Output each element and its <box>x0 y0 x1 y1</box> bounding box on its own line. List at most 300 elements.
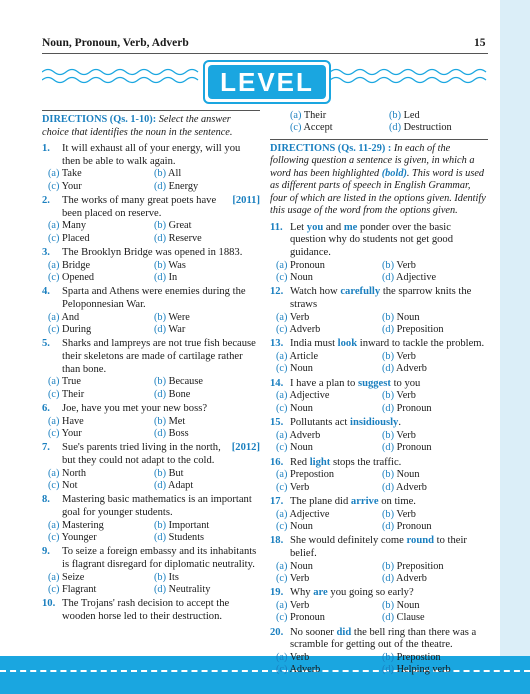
answer-option <box>48 233 154 245</box>
option-letter: (d) <box>382 481 397 493</box>
option-letter: (a) <box>48 168 62 180</box>
question-item <box>270 587 488 600</box>
option-letter: (d) <box>154 324 169 335</box>
option-text: Adverb <box>396 481 427 493</box>
answer-option <box>154 572 260 584</box>
option-text: Prepostion <box>396 652 441 664</box>
answer-option <box>276 390 382 402</box>
answer-option <box>276 312 382 324</box>
option-letter: (b) <box>154 311 169 323</box>
question-item <box>270 286 488 311</box>
option-letter: (d) <box>382 272 397 283</box>
option-text: Pronoun <box>290 612 325 624</box>
question-number: 7. <box>42 442 50 454</box>
option-text: Flagrant <box>62 584 97 595</box>
highlighted-word: suggest <box>357 377 391 389</box>
answer-option <box>382 403 488 415</box>
question-options <box>270 561 488 586</box>
option-text: Noun <box>290 272 313 283</box>
answer-option <box>276 430 382 442</box>
option-letter: (b) <box>382 259 397 271</box>
option-letter: (c) <box>48 180 62 192</box>
answer-option <box>154 389 260 401</box>
question-text: India must <box>290 338 338 350</box>
option-text: Bone <box>168 388 191 400</box>
option-letter: (d) <box>382 521 397 533</box>
answer-option <box>382 260 488 272</box>
answer-option <box>276 521 382 533</box>
option-text: But <box>168 467 184 479</box>
question-text: to you <box>390 377 421 389</box>
question-item <box>270 535 488 560</box>
option-text: Not <box>62 480 78 491</box>
highlighted-word: did <box>336 626 352 638</box>
question-text: to their belief. <box>290 535 467 560</box>
wave-decoration-left <box>42 64 200 90</box>
option-letter: (b) <box>382 351 397 362</box>
option-text: Mastering <box>62 519 104 531</box>
answer-option <box>154 428 260 440</box>
question-text: The Brooklyn Bridge was opened in 1883. <box>62 247 243 258</box>
directions-block-1 <box>42 110 260 139</box>
option-text: Noun <box>396 600 420 612</box>
option-letter: (a) <box>48 259 63 271</box>
question-text: The works of many great poets have been placed on reserve. <box>62 195 217 219</box>
question-text: the bell ring than there was a scramble for getting out of the theatre. <box>290 626 477 651</box>
answer-option <box>48 181 154 193</box>
option-text: Students <box>168 532 205 543</box>
option-text: Preposition <box>396 324 444 335</box>
question-text: Sue's parents tried living in the north, but they could not adapt to the cold. <box>62 442 221 466</box>
question-number: 9. <box>42 546 50 558</box>
question-text: . <box>398 417 401 429</box>
question-text: The plane did <box>290 496 351 508</box>
answer-option <box>48 520 154 532</box>
answer-option <box>382 351 488 363</box>
directions-heading: DIRECTIONS (Qs. 1-10): <box>42 114 157 125</box>
answer-option <box>154 181 260 193</box>
left-column <box>42 110 260 624</box>
right-column <box>270 110 488 677</box>
option-letter: (d) <box>154 480 169 491</box>
option-letter: (b) <box>382 560 397 572</box>
option-letter: (a) <box>276 311 290 323</box>
answer-option <box>48 312 154 324</box>
answer-option <box>276 272 382 284</box>
option-text: Have <box>62 415 84 427</box>
answer-option <box>154 532 260 544</box>
option-letter: (d) <box>382 573 397 585</box>
question-text: Watch how <box>290 286 341 298</box>
option-letter: (a) <box>276 351 290 362</box>
option-letter: (c) <box>48 532 62 543</box>
answer-option <box>382 469 488 481</box>
question-options <box>270 509 488 534</box>
option-text: Placed <box>62 232 90 244</box>
option-text: Bridge <box>62 259 91 271</box>
option-letter: (b) <box>382 508 397 520</box>
question-options <box>42 416 260 441</box>
option-letter: (b) <box>154 259 169 271</box>
answer-option <box>48 260 154 272</box>
option-text: Opened <box>62 272 95 283</box>
answer-option <box>48 324 154 336</box>
exam-year: [2011] <box>232 195 260 206</box>
highlighted-word: are <box>313 587 328 599</box>
option-text: Accept <box>303 122 333 134</box>
option-letter: (d) <box>382 363 397 375</box>
question-text: The Trojans' rash decision to accept the wooden horse led to their destruction. <box>62 598 230 622</box>
option-text: Energy <box>168 180 199 192</box>
option-letter: (a) <box>48 311 62 323</box>
directions-bold-word: (bold) <box>381 167 407 179</box>
question-number: 6. <box>42 403 50 414</box>
option-text: Adverb <box>289 324 321 335</box>
directions-block-2 <box>270 139 488 218</box>
option-text: Verb <box>396 259 416 271</box>
option-text: Helping verb <box>396 664 451 676</box>
answer-option <box>382 324 488 336</box>
option-letter: (b) <box>382 652 397 664</box>
question-options <box>42 220 260 245</box>
question-number: 3. <box>42 247 50 258</box>
answer-option <box>276 612 382 624</box>
answer-option <box>48 428 154 440</box>
answer-option <box>382 312 488 324</box>
option-text: Noun <box>396 469 420 481</box>
option-letter: (a) <box>276 469 291 481</box>
option-text: Noun <box>396 311 420 323</box>
option-letter: (c) <box>276 612 291 624</box>
answer-option <box>154 520 260 532</box>
question-number: 15. <box>270 417 284 429</box>
answer-option <box>154 416 260 428</box>
option-text: Pronoun <box>396 402 432 414</box>
answer-option <box>382 652 488 664</box>
question-list-1-10 <box>42 143 260 624</box>
option-letter: (c) <box>276 573 290 585</box>
question-number: 16. <box>270 456 284 468</box>
option-text: Adjective <box>289 390 330 402</box>
highlighted-word: insidiously <box>350 417 399 429</box>
answer-option <box>382 509 488 521</box>
question-options <box>42 376 260 401</box>
question-item <box>42 546 260 571</box>
answer-option <box>382 573 488 585</box>
highlighted-word: carefully <box>340 286 381 298</box>
answer-option <box>382 600 488 612</box>
question-text: Pollutants act <box>290 417 351 429</box>
option-text: Younger <box>61 532 97 543</box>
option-text: Noun <box>290 402 313 414</box>
option-letter: (c) <box>48 388 62 400</box>
question-text: To seize a foreign embassy and its inhabitants is flagrant disregard for diplomatic neutrality. <box>62 546 257 570</box>
answer-option <box>48 532 154 544</box>
option-text: Your <box>61 428 82 439</box>
option-letter: (b) <box>382 600 397 612</box>
option-letter: (c) <box>276 324 290 335</box>
answer-option <box>154 260 260 272</box>
option-letter: (d) <box>154 272 169 283</box>
option-text: Clause <box>396 612 425 624</box>
question-text: I have a plan to <box>290 377 358 389</box>
option-text: Destruction <box>403 122 452 134</box>
question-text: Mastering basic mathematics is an important goal for younger students. <box>62 494 252 518</box>
option-text: Preposition <box>396 560 444 572</box>
option-letter: (a) <box>48 376 62 388</box>
answer-option <box>276 600 382 612</box>
option-text: Article <box>289 351 319 362</box>
question-options <box>42 520 260 545</box>
option-text: Their <box>61 388 85 400</box>
directions-text: In each of the following question a sentence is given, in which a word has been highlighted <box>270 142 475 179</box>
answer-option <box>154 376 260 388</box>
answer-option <box>276 351 382 363</box>
question-text: She would definitely come <box>290 535 407 547</box>
option-letter: (c) <box>48 232 63 244</box>
option-letter: (c) <box>276 664 290 676</box>
question-item <box>270 378 488 391</box>
answer-option <box>276 403 382 415</box>
option-text: Its <box>168 571 179 583</box>
option-text: Pronoun <box>290 259 325 271</box>
question-number: 5. <box>42 338 50 350</box>
question-number: 11. <box>270 221 283 233</box>
option-letter: (a) <box>276 508 290 520</box>
answer-option <box>48 584 154 596</box>
answer-option <box>382 521 488 533</box>
option-letter: (a) <box>48 415 63 427</box>
option-letter: (c) <box>48 324 63 335</box>
question-text: Why <box>290 587 314 599</box>
answer-option <box>382 612 488 624</box>
question-text: No sooner <box>290 626 337 638</box>
option-text: Take <box>61 168 82 180</box>
question-options <box>270 652 488 677</box>
answer-option <box>154 272 260 284</box>
answer-option <box>154 480 260 492</box>
answer-option <box>276 324 382 336</box>
question-text: the sparrow knits the straws <box>290 286 472 310</box>
option-letter: (d) <box>382 612 397 624</box>
option-text: Verb <box>396 390 416 402</box>
question-item <box>270 222 488 260</box>
option-text: Adjective <box>396 272 437 283</box>
answer-option <box>276 442 382 454</box>
question-item <box>270 627 488 652</box>
answer-option <box>154 468 260 480</box>
option-letter: (d) <box>382 442 397 454</box>
running-header-title: Noun, Pronoun, Verb, Adverb <box>42 37 189 49</box>
directions-text: Select the answer choice that identifies the noun in the sentence. <box>42 114 233 138</box>
answer-option <box>276 509 382 521</box>
answer-option <box>48 468 154 480</box>
question-item <box>270 338 488 351</box>
option-letter: (d) <box>382 402 397 414</box>
option-letter: (a) <box>276 259 291 271</box>
question-item <box>42 598 260 623</box>
q10-options <box>284 110 488 135</box>
option-text: Because <box>168 376 203 388</box>
option-letter: (d) <box>154 388 169 400</box>
option-text: Adverb <box>289 664 321 676</box>
option-text: Prepostion <box>290 469 335 481</box>
page-number: 15 <box>474 37 486 49</box>
option-text: Adjective <box>289 508 330 520</box>
option-text: Great <box>168 220 192 232</box>
question-text: on time. <box>378 496 416 508</box>
option-letter: (c) <box>48 272 63 283</box>
option-text: Verb <box>289 652 310 664</box>
answer-option <box>154 220 260 232</box>
answer-option <box>290 122 389 134</box>
question-text: Let <box>290 221 307 233</box>
right-sidebar-strip <box>500 0 530 694</box>
option-text: Noun <box>290 442 313 454</box>
option-letter: (b) <box>382 311 397 323</box>
question-number: 2. <box>42 195 50 206</box>
option-text: Noun <box>290 363 313 375</box>
question-number: 10. <box>42 598 56 610</box>
answer-option <box>276 561 382 573</box>
highlighted-word: you <box>306 221 324 233</box>
question-text: Sharks and lampreys are not true fish because their skeletons are made of cartilage rather than bone. <box>62 338 256 375</box>
question-item <box>270 457 488 470</box>
highlighted-word: arrive <box>350 496 379 508</box>
option-letter: (b) <box>154 467 169 479</box>
answer-option <box>276 664 382 676</box>
question-options <box>270 390 488 415</box>
question-number: 20. <box>270 626 284 638</box>
highlighted-word: light <box>309 456 331 468</box>
answer-option <box>290 110 389 122</box>
option-text: And <box>61 311 80 323</box>
option-text: Many <box>62 220 87 232</box>
answer-option <box>382 430 488 442</box>
answer-option <box>382 561 488 573</box>
exam-year: [2012] <box>231 442 260 454</box>
answer-option <box>276 482 382 494</box>
answer-option <box>154 168 260 180</box>
highlighted-word: round <box>406 535 434 547</box>
option-text: Pronoun <box>396 521 432 533</box>
question-text: Red <box>290 456 310 468</box>
answer-option <box>48 572 154 584</box>
option-letter: (d) <box>154 532 169 543</box>
question-item <box>42 442 260 467</box>
answer-option <box>154 324 260 336</box>
option-text: Their <box>303 110 327 121</box>
question-item <box>42 494 260 519</box>
answer-option <box>48 220 154 232</box>
question-number: 4. <box>42 286 50 298</box>
question-text: Sparta and Athens were enemies during the Peloponnesian War. <box>62 286 246 310</box>
option-letter: (d) <box>154 232 169 244</box>
answer-option <box>48 168 154 180</box>
question-number: 1. <box>42 143 50 154</box>
question-item <box>270 417 488 430</box>
highlighted-word: me <box>343 221 358 233</box>
question-options <box>270 260 488 285</box>
option-text: Verb <box>396 351 416 362</box>
option-text: Important <box>168 519 210 531</box>
option-text: Noun <box>290 560 313 572</box>
option-text: Pronoun <box>396 442 432 454</box>
option-letter: (a) <box>276 600 290 612</box>
option-text: Met <box>168 415 186 427</box>
option-letter: (b) <box>154 220 169 232</box>
option-letter: (b) <box>154 571 169 583</box>
option-letter: (a) <box>48 220 63 232</box>
answer-option <box>276 260 382 272</box>
answer-option <box>382 664 488 676</box>
option-letter: (a) <box>276 652 290 664</box>
option-letter: (b) <box>154 415 169 427</box>
question-options <box>42 168 260 193</box>
option-letter: (d) <box>389 122 404 134</box>
question-options <box>42 260 260 285</box>
wave-decoration-right <box>330 64 488 90</box>
option-letter: (c) <box>276 521 291 533</box>
answer-option <box>154 233 260 245</box>
answer-option <box>48 272 154 284</box>
answer-option <box>389 122 488 134</box>
option-text: Verb <box>289 481 310 493</box>
option-text: War <box>168 324 186 335</box>
answer-option <box>154 584 260 596</box>
option-text: Verb <box>289 600 310 612</box>
option-letter: (c) <box>48 480 63 491</box>
question-text: you going so early? <box>327 587 414 599</box>
question-text: It will exhaust all of your energy, will you then be able to walk again. <box>62 143 241 167</box>
option-letter: (a) <box>290 110 304 121</box>
option-text: Verb <box>289 573 310 585</box>
answer-option <box>48 416 154 428</box>
option-letter: (d) <box>382 324 397 335</box>
option-letter: (b) <box>154 376 169 388</box>
question-options <box>270 469 488 494</box>
option-text: Adverb <box>396 573 427 585</box>
option-text: Verb <box>396 508 416 520</box>
question-item <box>42 195 260 220</box>
answer-option <box>276 652 382 664</box>
option-letter: (b) <box>389 110 404 121</box>
option-letter: (a) <box>48 571 63 583</box>
option-text: Your <box>61 180 82 192</box>
option-letter: (c) <box>276 442 291 454</box>
option-text: Led <box>403 110 420 121</box>
option-letter: (c) <box>276 402 291 414</box>
question-item <box>42 286 260 311</box>
option-text: Were <box>168 311 190 323</box>
option-text: North <box>62 467 87 479</box>
option-letter: (a) <box>276 390 290 402</box>
answer-option <box>382 272 488 284</box>
question-item <box>42 247 260 260</box>
option-letter: (a) <box>48 519 63 531</box>
question-options <box>270 312 488 337</box>
option-text: Verb <box>396 429 416 441</box>
header-rule <box>42 53 488 54</box>
level-badge-label: LEVEL 1 <box>208 65 326 99</box>
option-letter: (c) <box>276 272 291 283</box>
question-number: 14. <box>270 377 284 389</box>
question-options <box>270 430 488 455</box>
option-text: Adapt <box>168 480 194 491</box>
answer-option <box>382 363 488 375</box>
option-text: Boss <box>168 428 189 439</box>
option-text: True <box>61 376 81 388</box>
